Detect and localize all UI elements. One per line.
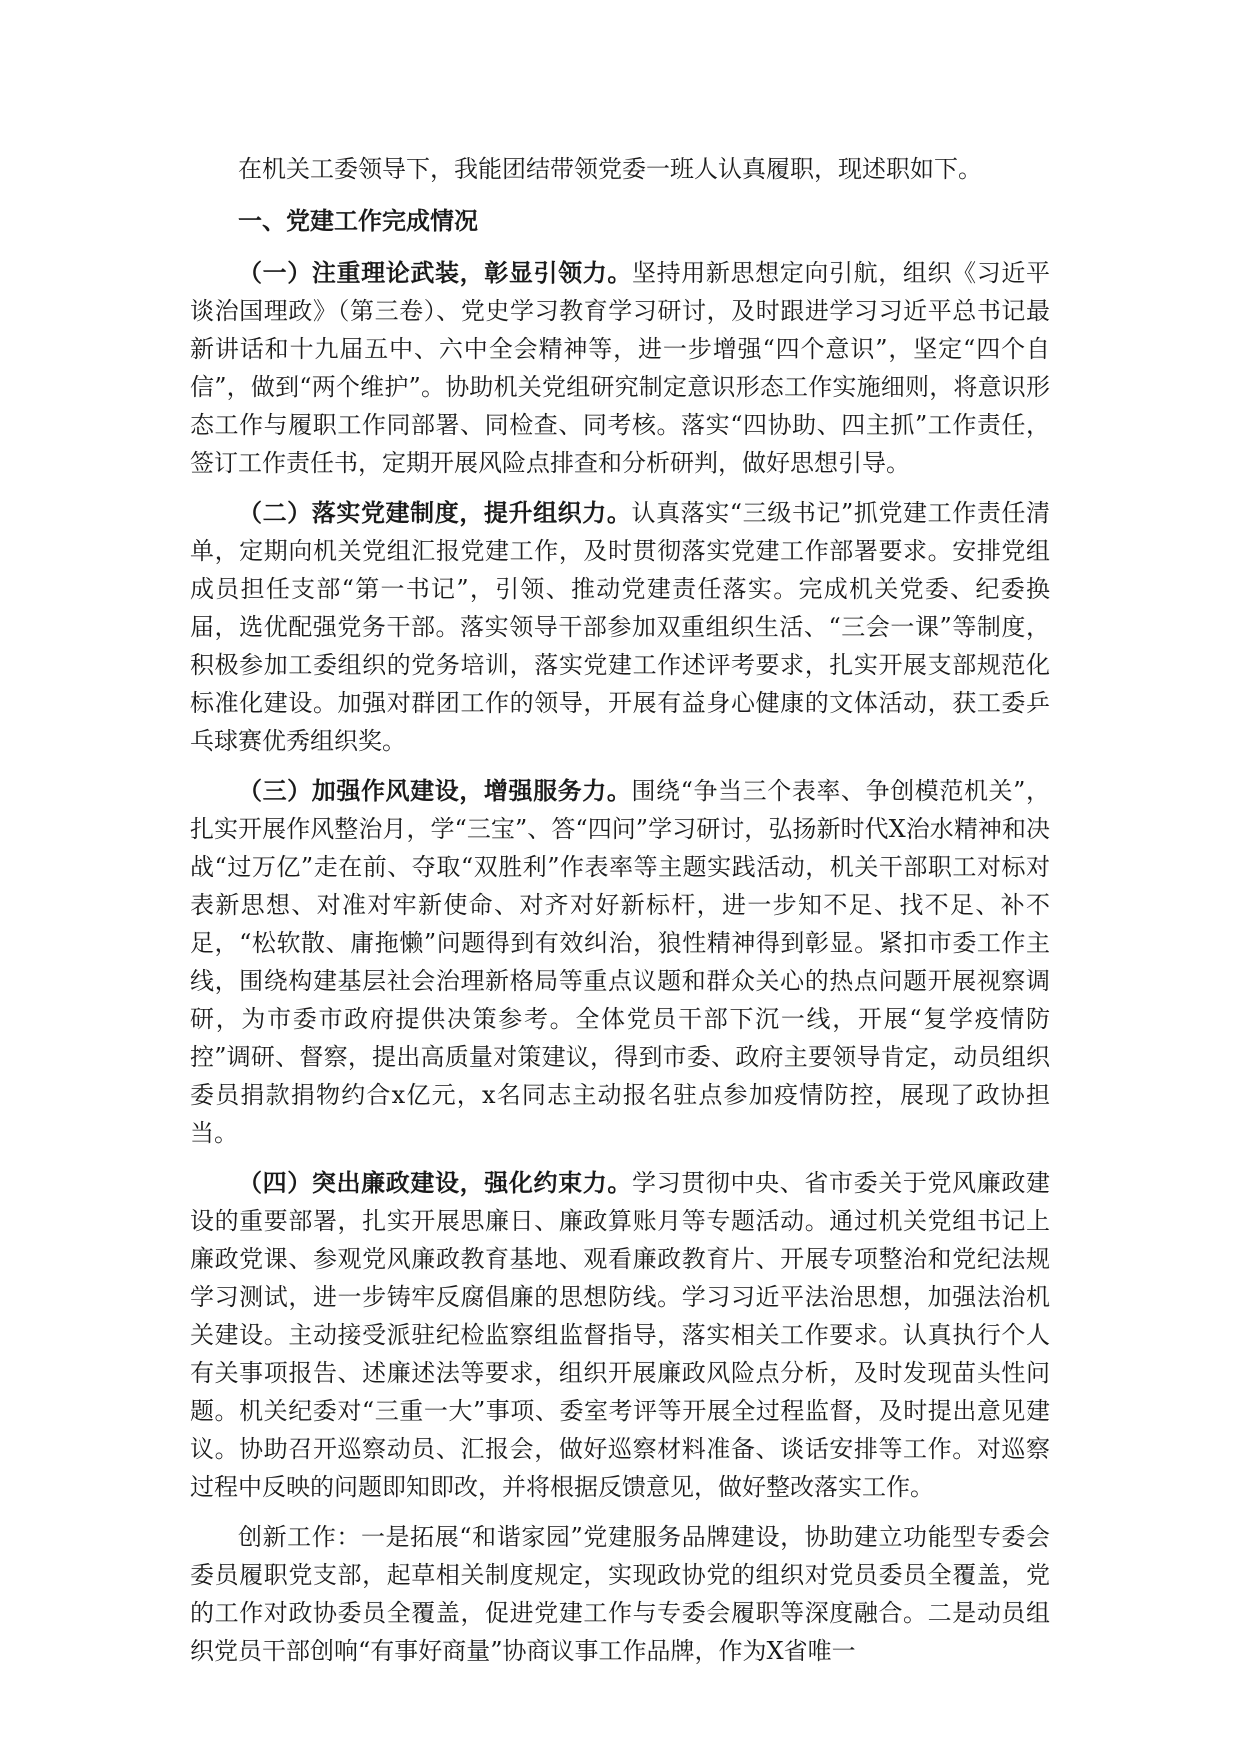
intro-paragraph: 在机关工委领导下，我能团结带领党委一班人认真履职，现述职如下。 [238, 155, 982, 183]
item-lead-4: （四）突出廉政建设，强化约束力。 [238, 1169, 632, 1197]
item-paragraph-1 [190, 254, 1050, 482]
item-paragraph-2 [190, 494, 1050, 760]
item-paragraph-4 [190, 1164, 1050, 1506]
item-body-4: 学习贯彻中央、省市委关于党风廉政建设的重要部署，扎实开展思廉日、廉政算账月等专题活动。通过机关党组书记上廉政党课、参观党风廉政教育基地、观看廉政教育片、开展专项整治和党纪法规学习测试，进一步铸牢反腐倡廉的思想防线。学习习近平法治思想，加强法治机关建设。主动接受派驻纪检监察组监督指导，落实相关工作要求。认真执行个人有关事项报告、述廉述法等要求，组织开展廉政风险点分析，及时发现苗头性问题。机关纪委对“三重一大”事项、委室考评等开展全过程监督，及时提出意见建议。协助召开巡察动员、汇报会，做好巡察材料准备、谈话安排等工作。对巡察过程中反映的问题即知即改，并将根据反馈意见，做好整改落实工作。 [190, 1169, 1050, 1501]
item-body-1: 坚持用新思想定向引航，组织《习近平谈治国理政》（第三卷）、党史学习教育学习研讨，及时跟进学习习近平总书记最新讲话和十九届五中、六中全会精神等，进一步增强“四个意识”，坚定“四个自信”，做到“两个维护”。协助机关党组研究制定意识形态工作实施细则，将意识形态工作与履职工作同部署、同检查、同考核。落实“四协助、四主抓”工作责任，签订工作责任书，定期开展风险点排查和分析研判，做好思想引导。 [190, 259, 1050, 477]
innovation-paragraph: 创新工作：一是拓展“和谐家园”党建服务品牌建设，协助建立功能型专委会委员履职党支部，起草相关制度规定，实现政协党的组织对党员委员全覆盖，党的工作对政协委员全覆盖，促进党建工作与专委会履职等深度融合。二是动员组织党员干部创响“有事好商量”协商议事工作品牌，作为X省唯一 [190, 1523, 1050, 1665]
document-page [190, 150, 1050, 1682]
item-body-3: 围绕“争当三个表率、争创模范机关”，扎实开展作风整治月，学“三宝”、答“四问”学习研讨，弘扬新时代X治水精神和决战“过万亿”走在前、夺取“双胜利”作表率等主题实践活动，机关干部职工对标对表新思想、对准对牢新使命、对齐对好新标杆，进一步知不足、找不足、补不足，“松软散、庸拖懒”问题得到有效纠治，狼性精神得到彰显。紧扣市委工作主线，围绕构建基层社会治理新格局等重点议题和群众关心的热点问题开展视察调研，为市委市政府提供决策参考。全体党员干部下沉一线，开展“复学疫情防控”调研、督察，提出高质量对策建议，得到市委、政府主要领导肯定，动员组织委员捐款捐物约合x亿元，x名同志主动报名驻点参加疫情防控，展现了政协担当。 [190, 777, 1050, 1147]
item-body-2: 认真落实“三级书记”抓党建工作责任清单，定期向机关党组汇报党建工作，及时贯彻落实党建工作部署要求。安排党组成员担任支部“第一书记”，引领、推动党建责任落实。完成机关党委、纪委换届，选优配强党务干部。落实领导干部参加双重组织生活、“三会一课”等制度，积极参加工委组织的党务培训，落实党建工作述评考要求，扎实开展支部规范化标准化建设。加强对群团工作的领导，开展有益身心健康的文体活动，获工委乒乓球赛优秀组织奖。 [190, 499, 1050, 755]
item-lead-2: （二）落实党建制度，提升组织力。 [238, 499, 632, 527]
section-title: 一、党建工作完成情况 [238, 207, 478, 235]
item-lead-3: （三）加强作风建设，增强服务力。 [238, 777, 632, 805]
item-paragraph-3 [190, 772, 1050, 1152]
item-lead-1: （一）注重理论武装，彰显引领力。 [238, 259, 632, 287]
